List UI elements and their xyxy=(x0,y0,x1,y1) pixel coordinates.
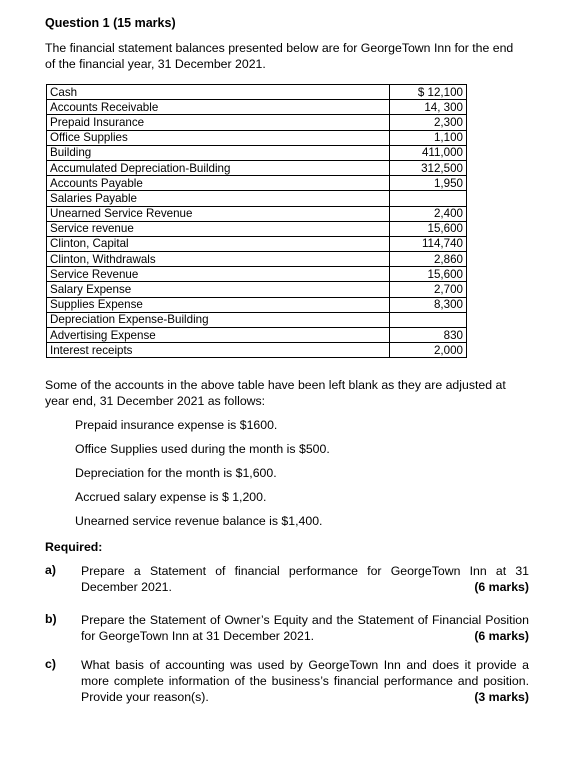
required-heading: Required: xyxy=(45,540,103,554)
account-amount: 14, 300 xyxy=(390,100,467,115)
part-c xyxy=(45,657,529,705)
account-name: Building xyxy=(47,145,390,160)
account-name: Accumulated Depreciation-Building xyxy=(47,160,390,175)
account-name: Prepaid Insurance xyxy=(47,115,390,130)
account-name: Accounts Receivable xyxy=(47,100,390,115)
intro-paragraph: The financial statement balances presented below are for GeorgeTown Inn for the end of the financial year, 31 December 2021. xyxy=(45,41,514,71)
adjustment-item: Accrued salary expense is $ 1,200. xyxy=(75,490,267,504)
account-amount: 1,950 xyxy=(390,176,467,191)
part-text: What basis of accounting was used by GeorgeTown Inn and does it provide a more complete information of the business’s financial performance and position. Provide your reason(s). xyxy=(81,658,529,704)
table-row xyxy=(47,221,467,236)
account-name: Unearned Service Revenue xyxy=(47,206,390,221)
account-amount: 2,700 xyxy=(390,282,467,297)
account-amount: 2,000 xyxy=(390,343,467,358)
account-amount xyxy=(390,312,467,327)
table-row xyxy=(47,252,467,267)
account-name: Cash xyxy=(47,85,390,100)
part-marks: (6 marks) xyxy=(474,629,529,643)
table-row xyxy=(47,312,467,327)
part-letter: b) xyxy=(45,612,57,626)
account-amount: 411,000 xyxy=(390,145,467,160)
part-letter: a) xyxy=(45,563,56,577)
part-letter: c) xyxy=(45,657,56,671)
account-name: Salaries Payable xyxy=(47,191,390,206)
table-row xyxy=(47,100,467,115)
account-name: Clinton, Withdrawals xyxy=(47,252,390,267)
account-name: Advertising Expense xyxy=(47,328,390,343)
balances-table xyxy=(46,84,467,358)
table-row xyxy=(47,343,467,358)
account-name: Clinton, Capital xyxy=(47,236,390,251)
account-name: Office Supplies xyxy=(47,130,390,145)
table-row xyxy=(47,206,467,221)
table-row xyxy=(47,145,467,160)
table-row xyxy=(47,130,467,145)
account-name: Service Revenue xyxy=(47,267,390,282)
question-title: Question 1 (15 marks) xyxy=(45,16,176,30)
part-marks: (3 marks) xyxy=(474,690,529,704)
table-row xyxy=(47,176,467,191)
account-name: Depreciation Expense-Building xyxy=(47,312,390,327)
account-amount: 2,300 xyxy=(390,115,467,130)
account-name: Accounts Payable xyxy=(47,176,390,191)
table-row xyxy=(47,282,467,297)
part-a xyxy=(45,563,529,595)
account-amount: 830 xyxy=(390,328,467,343)
table-row xyxy=(47,191,467,206)
account-amount xyxy=(390,191,467,206)
account-amount: 15,600 xyxy=(390,221,467,236)
adjustment-item: Prepaid insurance expense is $1600. xyxy=(75,418,278,432)
table-row xyxy=(47,85,467,100)
adjustment-item: Office Supplies used during the month is $500. xyxy=(75,442,330,456)
adjustment-item: Depreciation for the month is $1,600. xyxy=(75,466,277,480)
account-amount: 2,860 xyxy=(390,252,467,267)
part-text: Prepare the Statement of Owner’s Equity and the Statement of Financial Position for GeorgeTown Inn at 31 December 2021. xyxy=(81,613,529,643)
account-amount: 2,400 xyxy=(390,206,467,221)
account-name: Service revenue xyxy=(47,221,390,236)
table-row xyxy=(47,328,467,343)
table-row xyxy=(47,236,467,251)
account-amount: 8,300 xyxy=(390,297,467,312)
account-name: Salary Expense xyxy=(47,282,390,297)
account-amount: 1,100 xyxy=(390,130,467,145)
account-name: Interest receipts xyxy=(47,343,390,358)
part-b xyxy=(45,612,529,644)
account-amount: 114,740 xyxy=(390,236,467,251)
part-marks: (6 marks) xyxy=(474,580,529,594)
table-row xyxy=(47,267,467,282)
account-amount: 312,500 xyxy=(390,160,467,175)
adjustment-note: Some of the accounts in the above table have been left blank as they are adjusted at year end, 31 December 2021 as follows: xyxy=(45,378,506,408)
part-text: Prepare a Statement of financial performance for GeorgeTown Inn at 31 December 2021. xyxy=(81,564,529,594)
table-row xyxy=(47,297,467,312)
table-row xyxy=(47,160,467,175)
account-amount: $ 12,100 xyxy=(390,85,467,100)
table-row xyxy=(47,115,467,130)
account-amount: 15,600 xyxy=(390,267,467,282)
account-name: Supplies Expense xyxy=(47,297,390,312)
adjustment-item: Unearned service revenue balance is $1,400. xyxy=(75,514,323,528)
